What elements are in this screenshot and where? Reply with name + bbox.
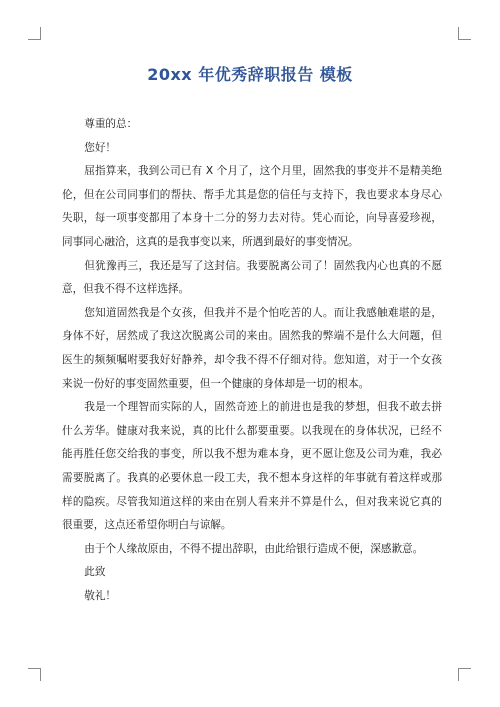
crop-mark-top-right: [458, 27, 471, 40]
closing-regards: 此致: [84, 566, 106, 579]
crop-mark-bottom-right: [458, 668, 471, 681]
closing-salute: 敬礼！: [84, 589, 117, 602]
greeting: 您好！: [84, 141, 117, 154]
document-title: 20xx 年优秀辞职报告 模板: [147, 65, 353, 84]
crop-mark-bottom-left: [28, 668, 41, 681]
paragraph-1: 屈指算来，我到公司已有 X 个月了，这个月里，固然我的事变并不是精美绝伦，但在公司同事们的帮扶、帮手尤其是您的信任与支持下，我也要求本身尽心失职，每一项事变都用了本身十二分的努力去对待。凭心而论，向导喜爱珍视，同事同心融洽，这真的是我事变以来，所遇到最好的事变情况。: [62, 165, 442, 248]
paragraph-2: 但犹豫再三，我还是写了这封信。我要脱离公司了！固然我内心也真的不愿意，但我不得不这样选择。: [62, 259, 442, 296]
crop-mark-top-left: [28, 27, 41, 40]
salutation: 尊重的总：: [84, 118, 138, 130]
paragraph-5: 由于个人缘故原由，不得不提出辞职，由此给银行造成不便，深感歉意。: [84, 542, 424, 555]
paragraph-4: 我是一个理智而实际的人，固然奇迹上的前进也是我的梦想，但我不敢去拼什么芳华。健康对我来说，真的比什么都要重要。以我现在的身体状况，已经不能再胜任您交给我的事变，所以我不想为难本身，更不愿让您及公司为难，我必需要脱离了。我真的必要休息一段工夫，我不想本身这样的年事就有着这样或那样的隐疾。尽管我知道这样的来由在别人看来并不算是什么，但对我来说它真的很重要，这点还希望你明白与谅解。: [62, 401, 442, 532]
letter-body: [62, 113, 442, 608]
paragraph-3: 您知道固然我是个女孩，但我并不是个怕吃苦的人。而让我感触难堪的是，身体不好，居然成了我这次脱离公司的来由。固然我的弊端不是什么大问题，但医生的频频嘱咐要我好好静养，却令我不得不仔细对待。您知道，对于一个女孩来说一份好的事变固然重要，但一个健康的身体却是一切的根本。: [62, 306, 442, 390]
